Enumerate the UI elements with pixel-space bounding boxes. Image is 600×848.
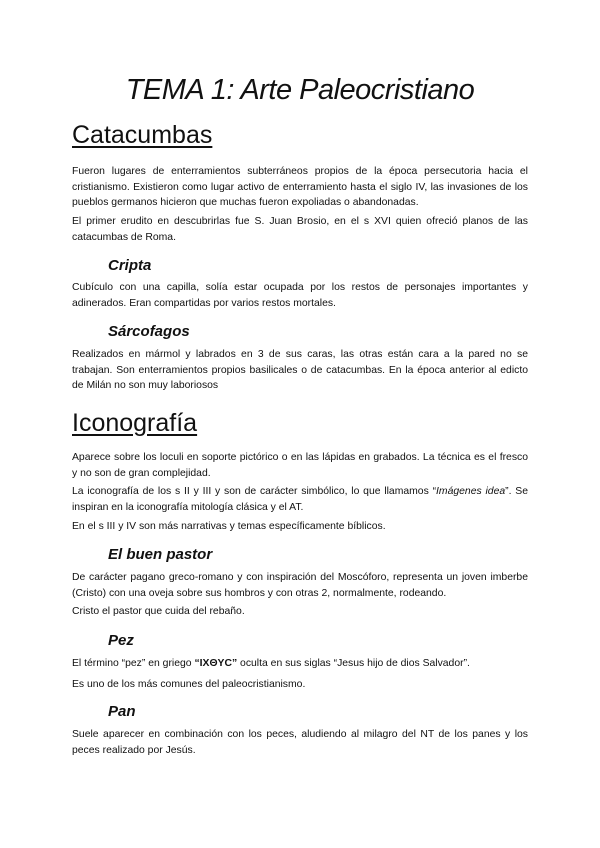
bold-text-run: “IXΘYC” bbox=[194, 658, 238, 669]
text-run: El término “pez” en griego bbox=[72, 658, 195, 669]
heading-catacumbas: Catacumbas bbox=[72, 121, 213, 149]
text-run: ”. Se inspiran en la iconografía mitología clásica y el AT. bbox=[72, 486, 528, 513]
heading-buen-pastor: El buen pastor bbox=[108, 546, 213, 563]
heading-iconografia: Iconografía bbox=[72, 409, 198, 437]
paragraph-catacumbas-1: Fueron lugares de enterramientos subterráneos propios de la época persecutoria hacia el cristianismo. Existieron como lugar activo de enterramiento hasta el siglo IV, las invasiones de los pueblos germanos hicieron que muchas fueron expoliadas o abandonadas. bbox=[72, 166, 528, 208]
paragraph-pez-1 bbox=[72, 656, 528, 672]
paragraph-pan: Suele aparecer en combinación con los peces, aludiendo al milagro del NT de los panes y los peces realizado por Jesús. bbox=[72, 729, 528, 756]
italic-text-run: Imágenes idea bbox=[436, 486, 506, 497]
page-title: TEMA 1: Arte Paleocristiano bbox=[125, 74, 475, 106]
text-run: La iconografía de los s II y III y son de carácter simbólico, lo que llamamos “ bbox=[72, 486, 437, 497]
paragraph-catacumbas-2: El primer erudito en descubrirlas fue S. Juan Brosio, en el s XVI quien ofreció planos de las catacumbas de Roma. bbox=[72, 216, 528, 243]
paragraph-sarcofagos: Realizados en mármol y labrados en 3 de sus caras, las otras están cara a la pared no se trabajan. Son enterramientos propios basilicales o de catacumbas. En la época anterior al edicto de Milán no son muy laboriosos bbox=[72, 349, 528, 391]
paragraph-iconografia-2 bbox=[72, 484, 528, 515]
paragraph-cripta: Cubículo con una capilla, solía estar ocupada por los restos de personajes importantes y adinerados. Eran compartidas por varios restos mortales. bbox=[72, 282, 528, 309]
paragraph-pez-2: Es uno de los más comunes del paleocristianismo. bbox=[72, 679, 306, 690]
heading-cripta: Cripta bbox=[108, 257, 152, 274]
text-run: oculta en sus siglas “Jesus hijo de dios Salvador”. bbox=[237, 658, 470, 669]
heading-sarcofagos: Sárcofagos bbox=[108, 323, 190, 340]
paragraph-buen-pastor-1: De carácter pagano greco-romano y con inspiración del Moscóforo, representa un joven imberbe (Cristo) con una oveja sobre sus hombros y con otras 2, normalmente, rodeando. bbox=[72, 572, 528, 599]
heading-pan: Pan bbox=[108, 703, 136, 720]
paragraph-iconografia-3: En el s III y IV son más narrativas y temas específicamente bíblicos. bbox=[72, 521, 386, 532]
heading-pez: Pez bbox=[108, 632, 134, 649]
paragraph-buen-pastor-2: Cristo el pastor que cuida del rebaño. bbox=[72, 606, 245, 617]
paragraph-iconografia-1: Aparece sobre los loculi en soporte pictórico o en las lápidas en grabados. La técnica es el fresco y no son de gran complejidad. bbox=[72, 452, 528, 479]
